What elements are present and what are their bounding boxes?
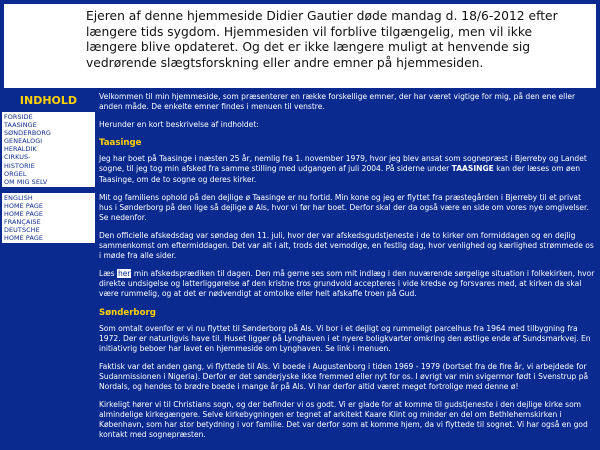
menu-item-forside[interactable]: FORSIDE [4,113,33,121]
menu-item-historie[interactable]: HISTORIE [4,161,35,170]
sidebar [0,92,97,243]
farewell-paragraph: Den officielle afskedsdag var søndag den 11. juli, hvor der var afskedsgudstjeneste i de to kirker om formiddagen og en dejlig sammenkomst om eftermiddagen. Det var alt i alt, trods det vemodige, en festlig dag, hvor venlighed og kærlighed strømmede os i møde fra alle sider. [99,230,594,261]
section-heading-taasinge: Taasinge [99,138,142,149]
menu-item-om-mig-selv[interactable]: OM MIG SELV [4,177,48,186]
sermon-text-c: min afskedsprædiken til dagen. Den må gerne ses som mit indlæg i den nuværende sørgelige situation i folkekirken, hvor direkte undsigelse og latterliggørelse af den kristne tros grundvold accepteres i vide kredse og forsvares med, at kirken da skal være rummelig, og at det er nødvendigt at omtolke eller helt afskaffe troen på Gud. [99,269,595,299]
obituary-notice [4,4,596,88]
sermon-paragraph [99,269,597,299]
section-heading-sonderborg: Sønderborg [99,307,156,318]
church-paragraph: Kirkeligt hører vi til Christians sogn, og der befinder vi os godt. Vi er glade for at komme til gudstjeneste i den dejlige kirke som almindelige kirkegængere. Selve kirkebygningen er tegnet af arkitekt Kaare Klint og minder en del om Bethlehemskirken i København, som har stor betydning i vor familie. Det var derfor som at komme hjem, da vi flyttede til sognet. Vi har også en god kontakt med sognepræsten. [99,400,588,440]
taasinge-paragraph [99,154,597,184]
taasinge-text-c: kan der læses om øen Taasinge, om de to sogne og deres kirker. [99,164,581,184]
obituary-notice-text: Ejeren af denne hjemmeside Didier Gautier døde mandag d. 18/6-2012 efter længere tids sygdom. Hjemmesiden vil forblive tilgængelig, men vil ikke længere blive opdateret. Og det er ikke længere muligt at henvende sig vedrørende slægtsforskning eller andre emner på hjemmesiden. [86,9,558,70]
taasinge-text-a: Jeg har boet på Taasinge i næsten 25 år, nemlig fra 1. november 1979, hvor jeg blev ansat som sognepræst i Bjerreby og Landet sogne, til jeg tog min afsked fra samme stilling med udgangen af juli 2004. På siderne under [99,154,587,174]
sermon-text-a: Læs [99,269,117,279]
menu-item-taasinge[interactable]: TAASINGE [4,121,37,130]
main-menu [2,112,95,187]
menu-item-deutsche[interactable]: DEUTSCHE [4,226,40,235]
menu-item-orgel[interactable]: ORGEL [4,169,27,178]
menu-item-cirkus[interactable]: CIRKUS- [4,153,31,162]
menu-item-genealogi[interactable]: GENEALOGI [4,137,43,146]
sidebar-title: INDHOLD [19,94,78,107]
menu-item-english-home[interactable]: HOME PAGE [4,201,44,210]
menu-item-francaise[interactable]: FRANÇAISE [4,218,41,227]
sermon-link[interactable]: her [117,269,131,279]
main-content [99,92,597,449]
als-paragraph: Faktisk var det anden gang, vi flyttede til Als. Vi boede i Augustenborg i tiden 1969 - 1979 (bortset fra de fire år, vi arbejdede for Sudanmissionen i Nigeria). Derfor er det sønderjyske ikke fremmed eller nyt for os. I øvrigt var min svigermor født i Svenstrup på Nordals, og hendes to brødre boede i mange år på Als. Vi har derfor altid været meget fortrolige med denne ø! [99,361,589,392]
sonderborg-paragraph: Som omtalt ovenfor er vi nu flyttet til Sønderborg på Als. Vi bor i et dejligt og rummeligt parcelhus fra 1964 med tilbygning fra 1972. Der er naturligvis have til. Huset ligger på Lynghaven i et nyere boligkvarter omkring den østlige ende af Sundsmarkvej. En initiativrig beboer har lavet en hjemmeside om Lynghaven. Se link i menuen. [99,323,591,353]
menu-item-german-home[interactable]: HOME PAGE [4,234,44,243]
overview-heading-text: Herunder en kort beskrivelse af indholdet: [99,120,259,130]
menu-item-sonderborg[interactable]: SØNDERBORG [4,129,51,138]
menu-item-english[interactable]: ENGLISH [4,193,33,202]
menu-item-french-home[interactable]: HOME PAGE [4,210,44,219]
family-paragraph: Mit og familiens ophold på den dejlige ø Taasinge er nu fortid. Min kone og jeg er flyttet fra præstegården i Bjerreby til et privat hus i Sønderborg på den lige så dejlige ø Als, hvor vi før har boet. Derfor skal der da også være en side om vores nye omgivelser. Se nedenfor. [99,192,589,222]
language-menu [2,193,95,244]
taasinge-keyword: TAASINGE [451,164,494,174]
intro-paragraph: Velkommen til min hjemmeside, som præsenterer en række forskellige emner, der har været vigtige for mig, på den ene eller anden måde. De enkelte emner findes i menuen til venstre. [99,92,576,112]
menu-item-heraldik[interactable]: HERALDIK [4,145,37,154]
